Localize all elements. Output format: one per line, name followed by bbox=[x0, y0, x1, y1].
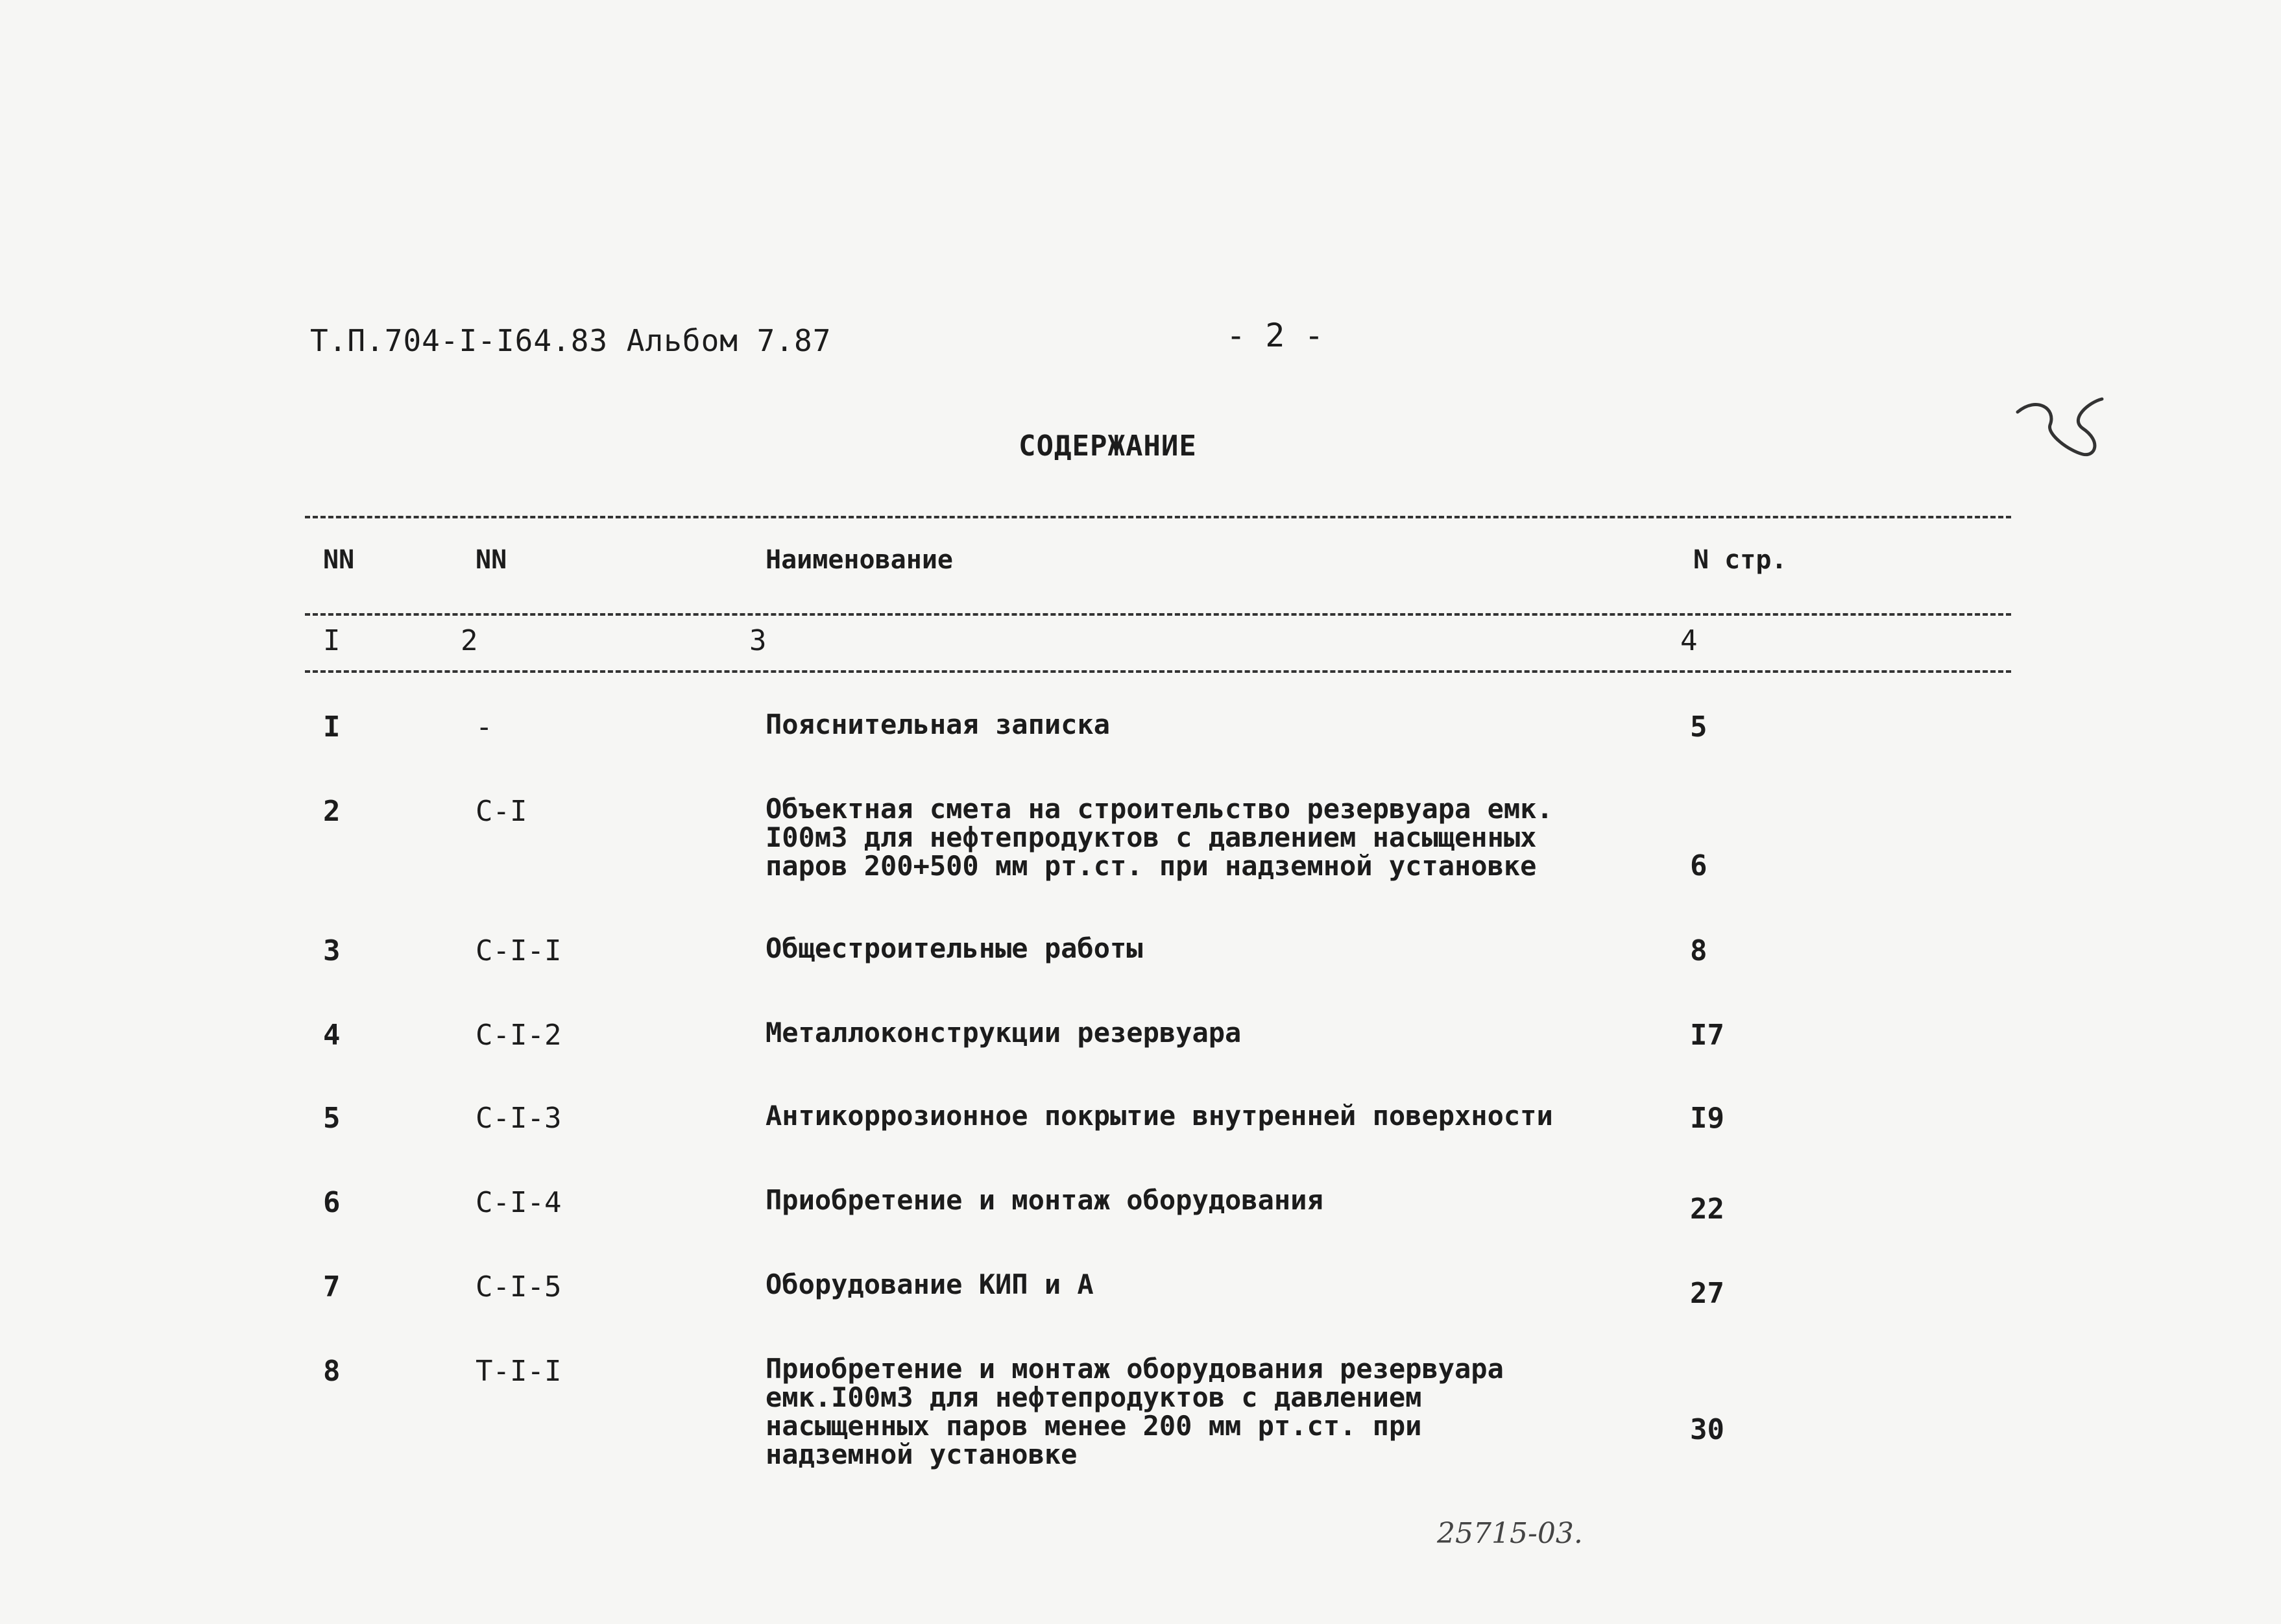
column-header-code: NN bbox=[476, 545, 507, 575]
row-number: 3 bbox=[323, 934, 341, 967]
column-number-4: 4 bbox=[1680, 624, 1698, 657]
row-number: 7 bbox=[323, 1270, 341, 1303]
row-page: 30 bbox=[1690, 1413, 1724, 1446]
row-code: С-I-4 bbox=[476, 1186, 562, 1219]
row-name: Приобретение и монтаж оборудования bbox=[766, 1184, 1323, 1216]
page-title: СОДЕРЖАНИЕ bbox=[1019, 430, 1197, 463]
row-page: 27 bbox=[1690, 1277, 1724, 1310]
row-name: Пояснительная записка bbox=[766, 709, 1111, 740]
row-number: I bbox=[323, 710, 341, 744]
row-page: 22 bbox=[1690, 1193, 1724, 1226]
row-name: Металлоконструкции резервуара bbox=[766, 1017, 1242, 1048]
column-header-number: NN bbox=[323, 545, 355, 575]
row-page: I9 bbox=[1690, 1102, 1724, 1135]
column-header-name: Наименование bbox=[766, 545, 953, 575]
row-code: С-I-2 bbox=[476, 1019, 562, 1052]
row-code: Т-I-I bbox=[476, 1355, 562, 1388]
column-number-3: 3 bbox=[749, 624, 767, 657]
row-name: Объектная смета на строительство резервуара емк. I00м3 для нефтепродуктов с давлением насыщенных паров 200+500 мм рт.ст. при надземной установке bbox=[766, 793, 1553, 882]
row-code: С-I-I bbox=[476, 934, 562, 967]
page-number: - 2 - bbox=[1226, 317, 1324, 354]
header-divider bbox=[305, 613, 2011, 616]
document-code: Т.П.704-I-I64.83 Альбом 7.87 bbox=[310, 323, 832, 358]
handwritten-mark-icon bbox=[2011, 389, 2115, 467]
row-code: С-I bbox=[476, 795, 527, 828]
table-top-divider bbox=[305, 516, 2011, 518]
column-number-2: 2 bbox=[461, 624, 478, 657]
handwritten-archive-number: 25715-03. bbox=[1437, 1517, 1583, 1550]
row-name: Общестроительные работы bbox=[766, 932, 1143, 964]
row-number: 2 bbox=[323, 795, 341, 828]
numbers-divider bbox=[305, 670, 2011, 673]
row-number: 8 bbox=[323, 1355, 341, 1388]
row-number: 4 bbox=[323, 1019, 341, 1052]
row-code: С-I-3 bbox=[476, 1102, 562, 1135]
row-code: С-I-5 bbox=[476, 1270, 562, 1303]
row-page: 8 bbox=[1690, 934, 1708, 967]
row-name: Оборудование КИП и А bbox=[766, 1268, 1094, 1300]
row-number: 5 bbox=[323, 1102, 341, 1135]
row-code: - bbox=[476, 710, 493, 744]
row-page: 6 bbox=[1690, 849, 1708, 882]
column-number-1: I bbox=[323, 624, 341, 657]
row-page: 5 bbox=[1690, 710, 1708, 744]
row-number: 6 bbox=[323, 1186, 341, 1219]
row-name: Приобретение и монтаж оборудования резервуара емк.I00м3 для нефтепродуктов с давлением насыщенных паров менее 200 мм рт.ст. при надземной установке bbox=[766, 1353, 1504, 1470]
column-header-page: N стр. bbox=[1693, 545, 1787, 575]
row-name: Антикоррозионное покрытие внутренней поверхности bbox=[766, 1100, 1553, 1132]
row-page: I7 bbox=[1690, 1019, 1724, 1052]
